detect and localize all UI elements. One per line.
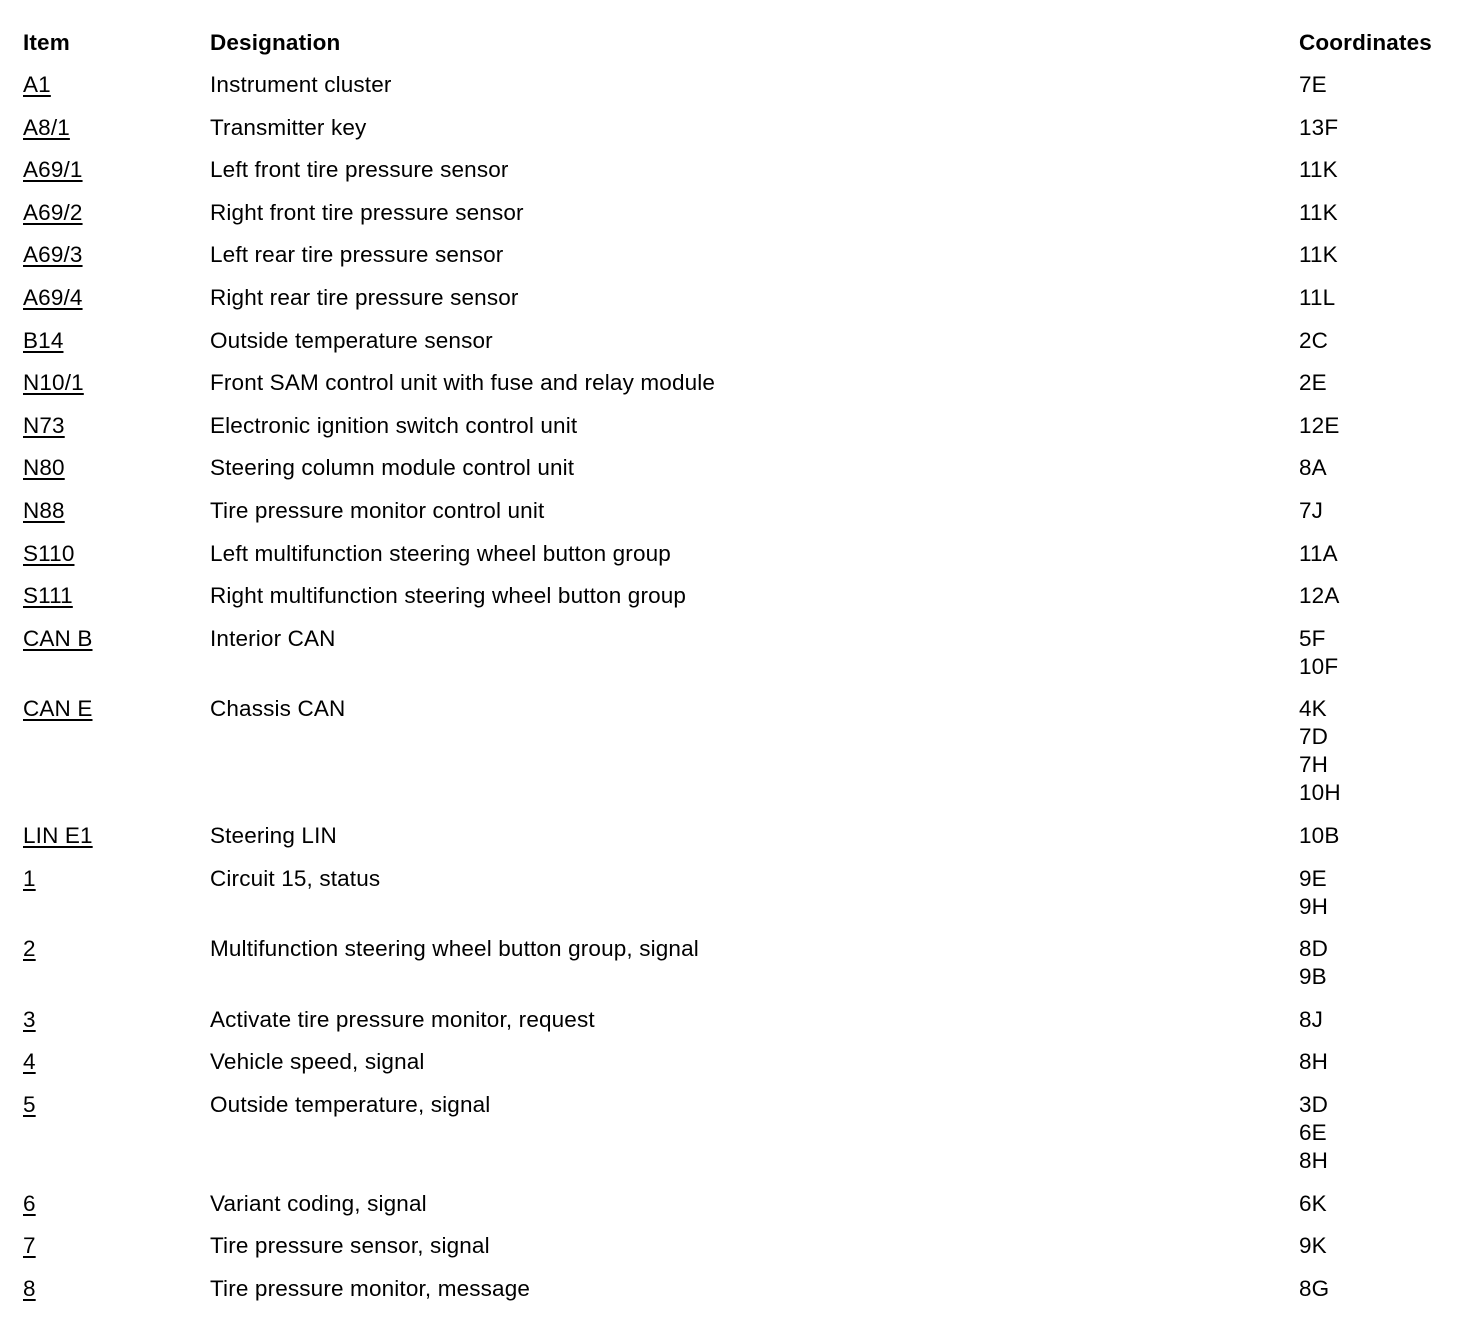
coordinate-value: 9B bbox=[1299, 964, 1327, 990]
designation-text: Variant coding, signal bbox=[210, 1190, 427, 1216]
coordinate-value: 9E bbox=[1299, 865, 1327, 891]
designation-text: Outside temperature sensor bbox=[210, 327, 493, 353]
designation-text: Vehicle speed, signal bbox=[210, 1049, 425, 1075]
designation-text: Right multifunction steering wheel button group bbox=[210, 583, 687, 609]
coordinate-value: 10B bbox=[1299, 823, 1340, 848]
item-link[interactable]: 1 bbox=[23, 865, 36, 891]
coordinates-cell bbox=[1299, 1091, 1328, 1175]
item-link[interactable]: N73 bbox=[23, 412, 65, 438]
coordinate-value: 13F bbox=[1299, 114, 1339, 140]
designation-text: Multifunction steering wheel button group, signal bbox=[210, 936, 699, 962]
designation-text: Steering column module control unit bbox=[210, 455, 575, 481]
item-link[interactable]: A69/1 bbox=[23, 157, 83, 183]
coordinate-value: 2C bbox=[1299, 327, 1329, 353]
coordinates-cell bbox=[1299, 695, 1341, 807]
item-link[interactable]: A69/4 bbox=[23, 285, 83, 310]
designation-text: Right front tire pressure sensor bbox=[210, 199, 524, 225]
item-link[interactable]: 3 bbox=[23, 1006, 36, 1032]
item-link[interactable]: 2 bbox=[23, 936, 36, 962]
coordinate-value: 8D bbox=[1299, 936, 1329, 962]
coordinate-value: 4K bbox=[1299, 696, 1327, 722]
coordinate-value: 12E bbox=[1299, 412, 1340, 438]
designation-text: Tire pressure monitor, message bbox=[210, 1275, 531, 1301]
coordinate-value: 10F bbox=[1299, 653, 1339, 679]
coordinates-cell bbox=[1299, 284, 1335, 312]
coordinates-cell bbox=[1299, 156, 1338, 184]
coordinate-value: 8G bbox=[1299, 1275, 1330, 1301]
item-link[interactable]: A69/2 bbox=[23, 199, 83, 225]
coordinate-value: 7J bbox=[1299, 498, 1324, 523]
coordinates-cell bbox=[1299, 540, 1338, 568]
coordinate-value: 11L bbox=[1299, 285, 1336, 310]
coordinate-value: 6E bbox=[1299, 1120, 1327, 1145]
coordinate-value: 9K bbox=[1299, 1233, 1327, 1259]
coordinate-value: 5F bbox=[1299, 625, 1326, 651]
coordinates-cell bbox=[1299, 327, 1328, 355]
designation-text: Transmitter key bbox=[210, 114, 367, 140]
designation-text: Outside temperature, signal bbox=[210, 1092, 491, 1117]
coordinates-cell bbox=[1299, 71, 1327, 99]
item-link[interactable]: 6 bbox=[23, 1190, 36, 1216]
item-link[interactable]: N10/1 bbox=[23, 370, 84, 396]
coordinate-value: 8J bbox=[1299, 1006, 1324, 1032]
designation-text: Left front tire pressure sensor bbox=[210, 157, 509, 183]
designation-text: Left multifunction steering wheel button group bbox=[210, 540, 671, 566]
coordinate-value: 3D bbox=[1299, 1092, 1329, 1117]
designation-text: Instrument cluster bbox=[210, 72, 392, 97]
coordinate-value: 11K bbox=[1299, 242, 1338, 268]
item-link[interactable]: B14 bbox=[23, 327, 64, 353]
item-link[interactable]: N88 bbox=[23, 498, 65, 523]
coordinate-value: 11K bbox=[1299, 157, 1338, 183]
item-link[interactable]: CAN E bbox=[23, 696, 93, 722]
coordinates-cell bbox=[1299, 1232, 1327, 1260]
item-link[interactable]: S110 bbox=[23, 540, 75, 566]
designation-text: Electronic ignition switch control unit bbox=[210, 412, 578, 438]
coordinate-value: 8A bbox=[1299, 455, 1327, 481]
coordinates-cell bbox=[1299, 199, 1338, 227]
coordinates-cell bbox=[1299, 1275, 1329, 1303]
designation-text: Steering LIN bbox=[210, 823, 337, 848]
coordinate-value: 7D bbox=[1299, 724, 1329, 750]
item-link[interactable]: CAN B bbox=[23, 625, 93, 651]
coordinate-value: 11A bbox=[1299, 540, 1338, 566]
coordinates-cell bbox=[1299, 935, 1328, 991]
coordinate-value: 2E bbox=[1299, 370, 1327, 396]
header-coordinates: Coordinates bbox=[1299, 30, 1432, 55]
item-link[interactable]: S111 bbox=[23, 583, 73, 609]
coordinate-value: 10H bbox=[1299, 780, 1341, 806]
coordinates-cell bbox=[1299, 1190, 1327, 1218]
item-link[interactable]: 4 bbox=[23, 1049, 36, 1075]
coordinate-value: 8H bbox=[1299, 1148, 1329, 1173]
designation-text: Circuit 15, status bbox=[210, 865, 381, 891]
coordinate-value: 9H bbox=[1299, 893, 1329, 919]
header-item: Item bbox=[23, 30, 70, 55]
coordinates-cell bbox=[1299, 114, 1338, 142]
item-link[interactable]: 7 bbox=[23, 1233, 36, 1259]
designation-text: Front SAM control unit with fuse and relay module bbox=[210, 370, 716, 396]
coordinate-value: 12A bbox=[1299, 583, 1340, 609]
coordinate-value: 8H bbox=[1299, 1049, 1329, 1075]
designation-text: Left rear tire pressure sensor bbox=[210, 242, 504, 268]
designation-text: Chassis CAN bbox=[210, 696, 346, 722]
coordinate-value: 6K bbox=[1299, 1190, 1327, 1216]
item-link[interactable]: A8/1 bbox=[23, 114, 70, 140]
coordinate-value: 7H bbox=[1299, 752, 1329, 778]
coordinate-value: 11K bbox=[1299, 199, 1338, 225]
coordinates-cell bbox=[1299, 625, 1338, 681]
designation-text: Tire pressure sensor, signal bbox=[210, 1233, 490, 1259]
coordinates-cell bbox=[1299, 865, 1328, 921]
item-link[interactable]: N80 bbox=[23, 455, 65, 481]
coordinates-cell bbox=[1299, 1048, 1328, 1076]
item-link[interactable]: 8 bbox=[23, 1275, 36, 1301]
coordinates-cell bbox=[1299, 582, 1339, 610]
coordinates-cell bbox=[1299, 412, 1339, 440]
coordinates-cell bbox=[1299, 1006, 1323, 1034]
item-link[interactable]: A1 bbox=[23, 72, 51, 97]
designation-text: Activate tire pressure monitor, request bbox=[210, 1006, 595, 1032]
designation-text: Interior CAN bbox=[210, 625, 336, 651]
coordinates-cell bbox=[1299, 454, 1327, 482]
header-designation: Designation bbox=[210, 30, 341, 55]
coordinates-cell bbox=[1299, 241, 1338, 269]
item-link[interactable]: LIN E1 bbox=[23, 823, 93, 848]
designation-text: Tire pressure monitor control unit bbox=[210, 498, 545, 523]
item-link[interactable]: A69/3 bbox=[23, 242, 83, 268]
coordinates-cell bbox=[1299, 822, 1339, 850]
item-link[interactable]: 5 bbox=[23, 1092, 36, 1117]
coordinates-cell bbox=[1299, 369, 1327, 397]
coordinates-cell bbox=[1299, 497, 1323, 525]
designation-text: Right rear tire pressure sensor bbox=[210, 285, 519, 310]
coordinate-value: 7E bbox=[1299, 72, 1327, 97]
